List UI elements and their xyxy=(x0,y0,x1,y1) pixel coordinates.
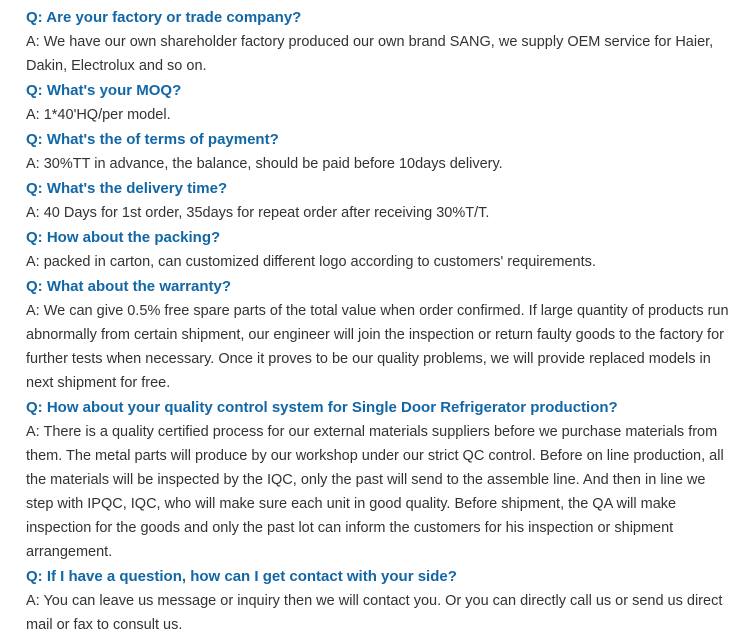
faq-item xyxy=(26,128,730,176)
faq-answer: A: You can leave us message or inquiry then we will contact you. Or you can directly call us or send us direct mail or fax to consult us. xyxy=(26,593,723,633)
faq-answer: A: 30%TT in advance, the balance, should be paid before 10days delivery. xyxy=(26,156,503,172)
faq-answer: A: We have our own shareholder factory produced our own brand SANG, we supply OEM service for Haier, Dakin, Electrolux and so on. xyxy=(26,34,714,74)
faq-question: Q: What's your MOQ? xyxy=(26,82,182,99)
faq-question: Q: What about the warranty? xyxy=(26,278,232,295)
faq-item xyxy=(26,396,730,564)
faq-item xyxy=(26,226,730,274)
faq-question: Q: How about the packing? xyxy=(26,229,221,246)
faq-question: Q: What's the delivery time? xyxy=(26,180,228,197)
faq-question: Q: Are your factory or trade company? xyxy=(26,9,302,26)
faq-item xyxy=(26,275,730,395)
faq-answer: A: We can give 0.5% free spare parts of the total value when order confirmed. If large quantity of products run abnormally from certain shipment, our engineer will join the inspection or return faulty goods to the factory for further tests when necessary. Once it proves to be our quality problems, we will provide replaced models in next shipment for free. xyxy=(26,303,729,391)
faq-answer: A: packed in carton, can customized different logo according to customers' requirements. xyxy=(26,254,596,270)
faq-answer: A: There is a quality certified process for our external materials suppliers before we purchase materials from them. The metal parts will produce by our workshop under our strict QC control. Before on line production, all the materials will be inspected by the IQC, only the past will send to the assemble line. And then in line we step with IPQC, IQC, who will make sure each unit in good quality. Before shipment, the QA will make inspection for the goods and only the past lot can inform the customers for his inspection or shipment arrangement. xyxy=(26,424,724,560)
faq-question: Q: What's the of terms of payment? xyxy=(26,131,279,148)
faq-answer: A: 1*40'HQ/per model. xyxy=(26,107,171,123)
faq-item xyxy=(26,177,730,225)
faq-item xyxy=(26,6,730,78)
faq-answer: A: 40 Days for 1st order, 35days for repeat order after receiving 30%T/T. xyxy=(26,205,490,221)
faq-question: Q: If I have a question, how can I get contact with your side? xyxy=(26,568,457,585)
faq-question: Q: How about your quality control system for Single Door Refrigerator production? xyxy=(26,399,618,416)
faq-item xyxy=(26,79,730,127)
faq-item xyxy=(26,565,730,637)
